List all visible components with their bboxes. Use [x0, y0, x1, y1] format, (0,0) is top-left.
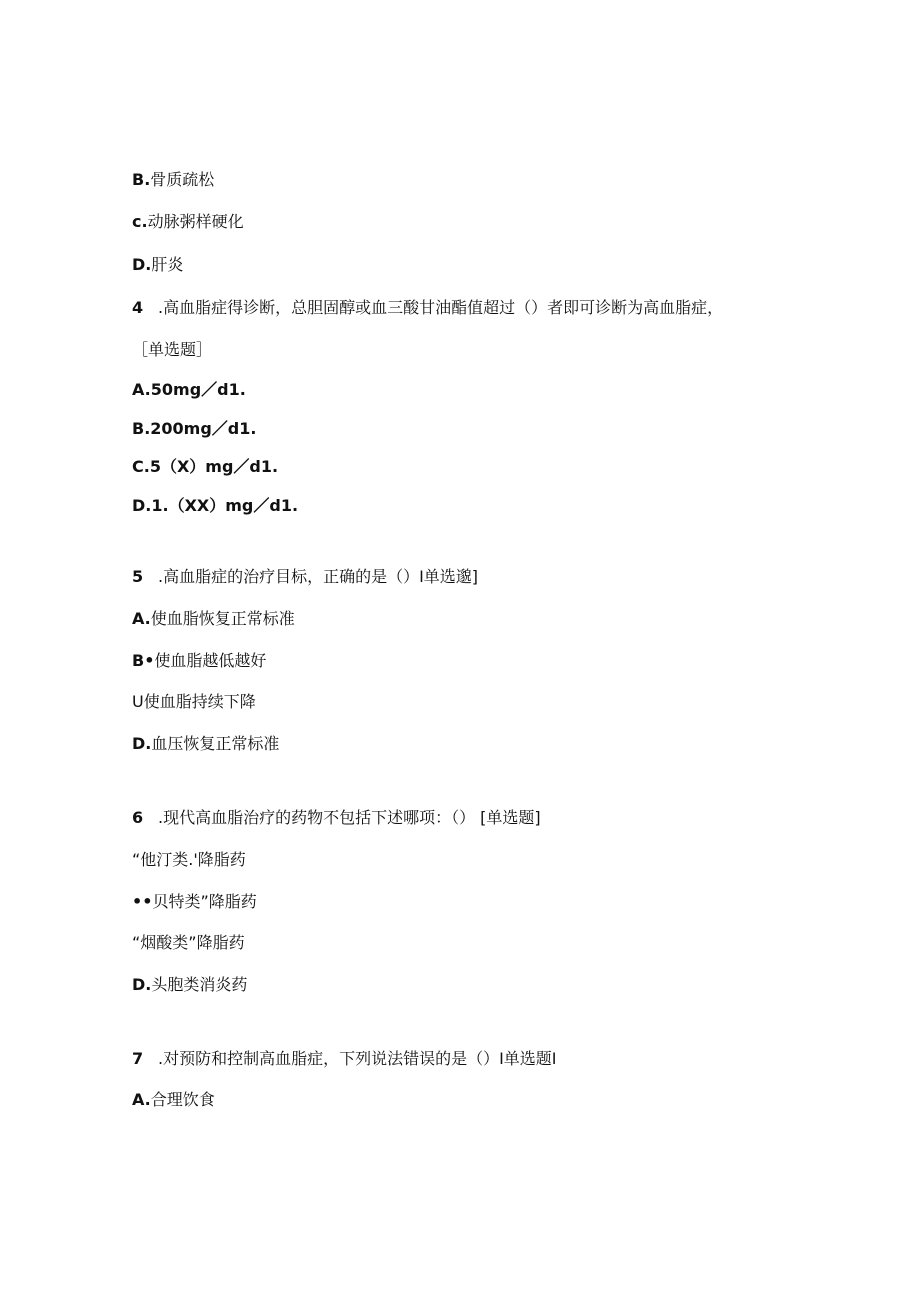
question-7	[132, 1049, 557, 1069]
option-text: 贝特类”降脂药	[152, 892, 257, 911]
option-text: C.5（X）mg／d1.	[132, 457, 279, 476]
question-number: 7	[132, 1049, 144, 1068]
option-4d[interactable]	[132, 496, 298, 516]
question-6	[132, 808, 541, 828]
option-text: 使血脂恢复正常标准	[150, 609, 295, 628]
option-6a[interactable]	[132, 850, 246, 870]
option-7a[interactable]	[132, 1090, 215, 1110]
option-label: A.	[132, 1090, 151, 1109]
option-label: c.	[132, 212, 148, 231]
option-label: B.	[132, 170, 151, 189]
option-3c[interactable]	[132, 212, 244, 232]
question-number: 4	[132, 298, 144, 317]
option-6d[interactable]	[132, 975, 247, 995]
option-3d[interactable]	[132, 255, 183, 275]
option-text: 血压恢复正常标准	[151, 734, 280, 753]
question-text: .现代高血脂治疗的药物不包括下述哪项：（） [单选题]	[158, 808, 541, 827]
option-label: ••	[132, 892, 153, 911]
question-number: 5	[132, 567, 144, 586]
option-label: B•	[132, 651, 155, 670]
option-5d[interactable]	[132, 734, 279, 754]
option-3b[interactable]	[132, 170, 214, 190]
question-text: .高血脂症的治疗目标，正确的是（）I单选邈]	[158, 567, 479, 586]
option-label: A.	[132, 609, 151, 628]
question-type-label	[132, 340, 212, 360]
option-text: 使血脂越低越好	[154, 651, 267, 670]
option-text: 动脉粥样硬化	[147, 212, 244, 231]
question-5	[132, 567, 478, 587]
question-text: .对预防和控制高血脂症，下列说法错误的是（）I单选题I	[158, 1049, 557, 1068]
option-text: A.50mg／d1.	[132, 380, 246, 399]
option-text: D.1.（XX）mg／d1.	[132, 496, 299, 515]
option-5a[interactable]	[132, 609, 295, 629]
option-5c[interactable]	[132, 692, 256, 712]
option-4b[interactable]	[132, 419, 256, 439]
option-4c[interactable]	[132, 457, 278, 477]
option-label: D.	[132, 734, 152, 753]
option-text: 骨质疏松	[150, 170, 215, 189]
option-label: D.	[132, 975, 152, 994]
option-label: D.	[132, 255, 152, 274]
option-6c[interactable]	[132, 933, 245, 953]
option-text: B.200mg／d1.	[132, 419, 257, 438]
option-5b[interactable]	[132, 651, 266, 671]
option-text: 头胞类消炎药	[151, 975, 248, 994]
option-6b[interactable]	[132, 892, 257, 912]
question-number: 6	[132, 808, 144, 827]
option-text: “他汀类.'降脂药	[132, 850, 246, 869]
option-text: 合理饮食	[150, 1090, 215, 1109]
option-text: U使血脂持续下降	[132, 692, 256, 711]
question-text: .高血脂症得诊断，总胆固醇或血三酸甘油酯值超过（）者即可诊断为高血脂症，	[158, 298, 724, 317]
option-text: “烟酸类”降脂药	[132, 933, 245, 952]
question-4	[132, 298, 723, 318]
option-text: 肝炎	[151, 255, 184, 274]
option-4a[interactable]	[132, 380, 246, 400]
question-type: ［单选题］	[132, 340, 213, 359]
